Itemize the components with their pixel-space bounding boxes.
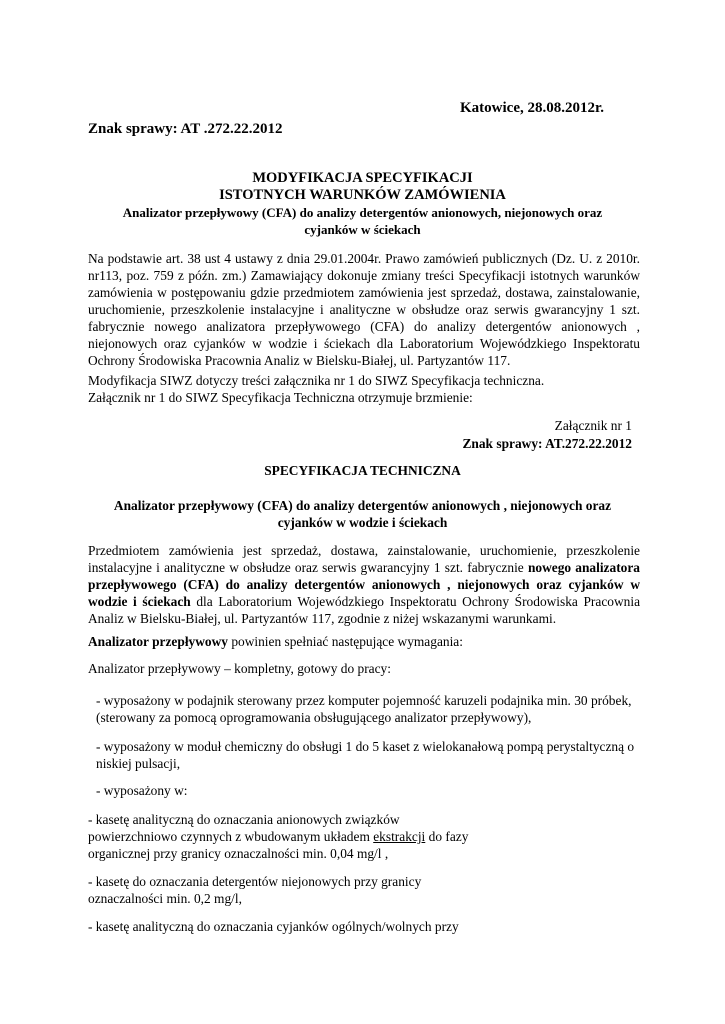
cassette-line: oznaczalności min. 0,2 mg/l, bbox=[88, 891, 242, 906]
modification-note bbox=[88, 372, 544, 406]
cassette-line: organicznej przy granicy oznaczalności min. 0,04 mg/l , bbox=[88, 846, 389, 861]
subject-line bbox=[88, 593, 640, 610]
item-line: - wyposażony w moduł chemiczny do obsługi 1 do 5 kaset z wielokanałową pompą perystaltyczną o bbox=[96, 739, 635, 754]
item-line: (sterowany za pomocą oprogramowania obsługującego analizator przepływowy), bbox=[96, 710, 532, 725]
annex-case-reference: Znak sprawy: AT.272.22.2012 bbox=[462, 436, 632, 451]
intro-line: Na podstawie art. 38 ust 4 ustawy z dnia 29.01.2004r. Prawo zamówień publicznych (Dz. U. z 2010r. bbox=[88, 251, 640, 266]
subject-emphasis: nowego analizatora bbox=[527, 560, 640, 575]
subtitle-line-1: Analizator przepływowy (CFA) do analizy detergentów anionowych, niejonowych oraz bbox=[122, 205, 603, 220]
complete-statement: Analizator przepływowy – kompletny, gotowy do pracy: bbox=[88, 661, 391, 676]
cassette-text: do fazy bbox=[425, 829, 469, 844]
spec-subtitle bbox=[60, 497, 665, 531]
title-line-1: MODYFIKACJA SPECYFIKACJI bbox=[252, 170, 473, 186]
requirements-subject: Analizator przepływowy bbox=[88, 634, 228, 649]
modification-line: Modyfikacja SIWZ dotyczy treści załącznika nr 1 do SIWZ Specyfikacja techniczna. bbox=[88, 373, 545, 388]
intro-line: nr113, poz. 759 z późn. zm.) Zamawiający dokonuje zmiany treści Specyfikacji istotnych warunków bbox=[88, 268, 640, 283]
intro-line: niejonowych oraz cyjanków w wodzie i ściekach dla Laboratorium Wojewódzkiego Inspektoratu bbox=[88, 336, 640, 351]
cassette-cyanide bbox=[88, 918, 459, 935]
intro-line: Ochrony Środowiska Pracownia Analiz w Bielsku-Białej, ul. Partyzantów 117. bbox=[88, 353, 511, 368]
case-reference: Znak sprawy: AT .272.22.2012 bbox=[88, 121, 283, 137]
intro-line: zamówienia w postępowaniu gdzie przedmiotem zamówienia jest sprzedaż, dostawa, zainstalowanie, bbox=[88, 285, 640, 300]
item-line: niskiej pulsacji, bbox=[96, 756, 181, 771]
subject-paragraph bbox=[88, 542, 640, 627]
requirements-intro bbox=[88, 634, 463, 650]
cassette-nonionic bbox=[88, 873, 421, 907]
spec-subtitle-line-2: cyjanków w wodzie i ściekach bbox=[277, 515, 448, 530]
cassette-line: - kasetę analityczną do oznaczania anionowych związków bbox=[88, 812, 400, 827]
place-date: Katowice, 28.08.2012r. bbox=[460, 100, 605, 116]
document-title bbox=[60, 170, 665, 204]
cassette-line: - kasetę analityczną do oznaczania cyjanków ogólnych/wolnych przy bbox=[88, 919, 459, 934]
item-chemical-module bbox=[96, 738, 634, 772]
spec-subtitle-line-1: Analizator przepływowy (CFA) do analizy detergentów anionowych , niejonowych oraz bbox=[113, 498, 612, 513]
cassette-anionic bbox=[88, 811, 468, 862]
subject-line: Analiz w Bielsku-Białej, ul. Partyzantów 117, zgodnie z niżej wskazanymi warunkami. bbox=[88, 611, 557, 626]
intro-line: uruchomienie, przeszkolenie instalacyjne i analityczne w obsłudze oraz serwis gwarancyjny 1 szt. bbox=[88, 302, 640, 317]
subject-line: przepływowego (CFA) do analizy detergentów anionowych , niejonowych oraz cyjanków w bbox=[88, 577, 640, 592]
requirements-text: powinien spełniać następujące wymagania: bbox=[227, 634, 463, 649]
cassette-line bbox=[88, 828, 468, 845]
item-feeder bbox=[96, 692, 631, 726]
document-subtitle bbox=[60, 204, 665, 238]
subject-line bbox=[88, 559, 640, 576]
cassette-underlined: ekstrakcji bbox=[373, 829, 426, 844]
annex-label: Załącznik nr 1 bbox=[554, 418, 632, 433]
subject-text: instalacyjne i analityczne w obsłudze oraz serwis gwarancyjny 1 szt. fabrycznie bbox=[88, 560, 528, 575]
subject-text: dla Laboratorium Wojewódzkiego Inspektoratu Ochrony Środowiska Pracownia bbox=[190, 594, 641, 609]
cassette-line: - kasetę do oznaczania detergentów niejonowych przy granicy bbox=[88, 874, 422, 889]
item-equipped: - wyposażony w: bbox=[96, 783, 188, 798]
subtitle-line-2: cyjanków w ściekach bbox=[304, 222, 421, 237]
spec-title: SPECYFIKACJA TECHNICZNA bbox=[264, 463, 461, 478]
intro-line: fabrycznie nowego analizatora przepływowego (CFA) do analizy detergentów anionowych , bbox=[88, 319, 640, 334]
cassette-text: powierzchniowo czynnych z wbudowanym układem bbox=[88, 829, 374, 844]
intro-paragraph bbox=[88, 250, 640, 369]
item-line: - wyposażony w podajnik sterowany przez komputer pojemność karuzeli podajnika min. 30 próbek, bbox=[96, 693, 632, 708]
title-line-2: ISTOTNYCH WARUNKÓW ZAMÓWIENIA bbox=[219, 187, 506, 203]
subject-emphasis: wodzie i ściekach bbox=[88, 594, 191, 609]
subject-line: Przedmiotem zamówienia jest sprzedaż, dostawa, zainstalowanie, uruchomienie, przeszkolenie bbox=[88, 543, 640, 558]
modification-line: Załącznik nr 1 do SIWZ Specyfikacja Techniczna otrzymuje brzmienie: bbox=[88, 390, 473, 405]
